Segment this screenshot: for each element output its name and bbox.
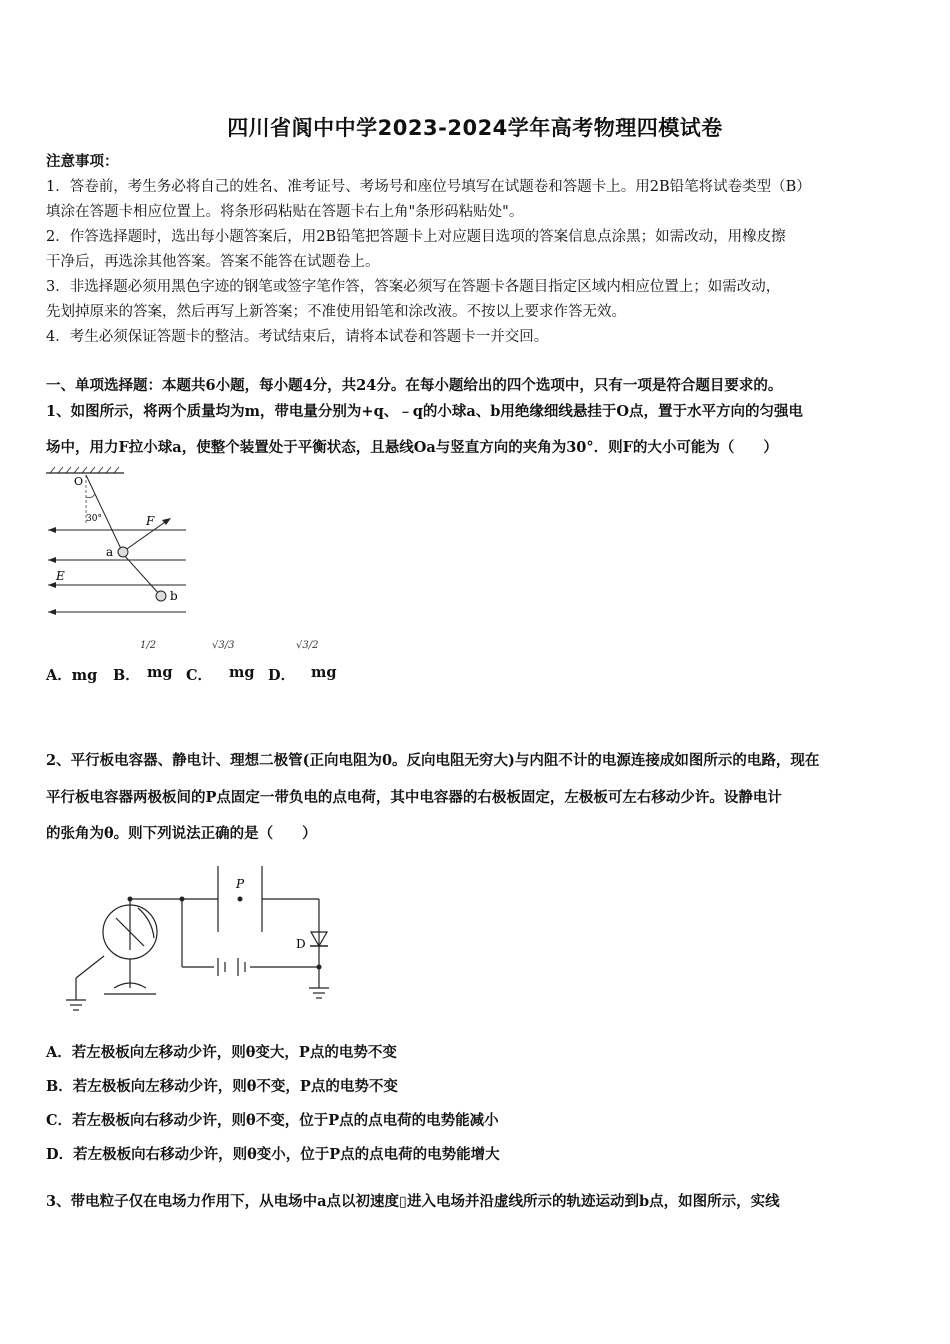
label-a: a bbox=[106, 545, 114, 559]
label-D: D bbox=[296, 937, 306, 951]
option-c-unit: mg bbox=[229, 664, 255, 681]
option-d[interactable]: D． bbox=[268, 667, 296, 684]
option-b-unit: mg bbox=[147, 664, 173, 681]
question-1-text: 1、如图所示，将两个质量均为m，带电量分别为+q、﹣q的小球a、b用绝缘细线悬挂于O点，置于水平方向的匀强电 bbox=[46, 403, 804, 420]
notice-line: 先划掉原来的答案，然后再写上新答案；不准使用铅笔和涂改液。不按以上要求作答无效。 bbox=[46, 304, 626, 320]
label-angle: 30° bbox=[86, 514, 102, 524]
fraction-c: √3/3 bbox=[212, 640, 235, 651]
label-O: O bbox=[74, 475, 84, 488]
notice-line: 2．作答选择题时，选出每小题答案后，用2B铅笔把答题卡上对应题目选项的答案信息点涂黑；如需改动，用橡皮擦 bbox=[46, 229, 786, 245]
notice-line: 填涂在答题卡相应位置上。将条形码粘贴在答题卡右上角"条形码粘贴处"。 bbox=[46, 204, 524, 220]
fraction-b: 1/2 bbox=[140, 640, 157, 651]
question-3-text: 3、带电粒子仅在电场力作用下，从电场中a点以初速度▯进入电场并沿虚线所示的轨迹运动到b点，如图所示，实线 bbox=[46, 1193, 780, 1210]
label-E: E bbox=[56, 569, 65, 583]
option-c[interactable]: C．若左极板向右移动少许，则θ不变，位于P点的点电荷的电势能减小 bbox=[46, 1112, 499, 1129]
question-2-text: 的张角为θ。则下列说法正确的是（ ） bbox=[46, 825, 317, 842]
notice-line: 3．非选择题必须用黑色字迹的钢笔或签字笔作答，答案必须写在答题卡各题目指定区域内相应位置上；如需改动， bbox=[46, 279, 781, 295]
option-c[interactable]: C． bbox=[186, 667, 213, 684]
option-b[interactable]: B．若左极板向左移动少许，则θ不变，P点的电势不变 bbox=[46, 1078, 398, 1095]
page-title: 四川省阆中中学2023-2024学年高考物理四模试卷 bbox=[227, 116, 723, 140]
label-P: P bbox=[236, 877, 245, 891]
question-2-text: 2、平行板电容器、静电计、理想二极管(正向电阻为0。反向电阻无穷大)与内阻不计的电源连接成如图所示的电路，现在 bbox=[46, 752, 820, 769]
section-heading: 一、单项选择题：本题共6小题，每小题4分，共24分。在每小题给出的四个选项中，只有一项是符合题目要求的。 bbox=[46, 377, 783, 394]
notice-line: 4．考生必须保证答题卡的整洁。考试结束后，请将本试卷和答题卡一并交回。 bbox=[46, 329, 549, 345]
option-d-unit: mg bbox=[311, 664, 337, 681]
notice-heading: 注意事项： bbox=[46, 153, 119, 170]
label-b: b bbox=[170, 589, 178, 603]
option-d[interactable]: D．若左极板向右移动少许，则θ变小，位于P点的点电荷的电势能增大 bbox=[46, 1146, 500, 1163]
notice-line: 干净后，再选涂其他答案。答案不能答在试题卷上。 bbox=[46, 254, 380, 270]
question-1-text: 场中，用力F拉小球a，使整个装置处于平衡状态，且悬线Oa与竖直方向的夹角为30°．则F的大小可能为（ ） bbox=[46, 439, 778, 456]
q1-figure bbox=[44, 465, 194, 625]
option-a[interactable]: A．若左极板向左移动少许，则θ变大，P点的电势不变 bbox=[46, 1044, 397, 1061]
option-b[interactable]: B． bbox=[113, 667, 140, 684]
question-2-text: 平行板电容器两极板间的P点固定一带负电的点电荷，其中电容器的右极板固定，左极板可左右移动少许。设静电计 bbox=[46, 789, 782, 806]
fraction-d: √3/2 bbox=[296, 640, 319, 651]
option-a[interactable]: A．mg bbox=[46, 667, 98, 684]
q2-figure bbox=[62, 860, 342, 1020]
notice-line: 1．答卷前，考生务必将自己的姓名、准考证号、考场号和座位号填写在试题卷和答题卡上。用2B铅笔将试卷类型（B） bbox=[46, 179, 811, 195]
label-F: F bbox=[146, 514, 155, 528]
